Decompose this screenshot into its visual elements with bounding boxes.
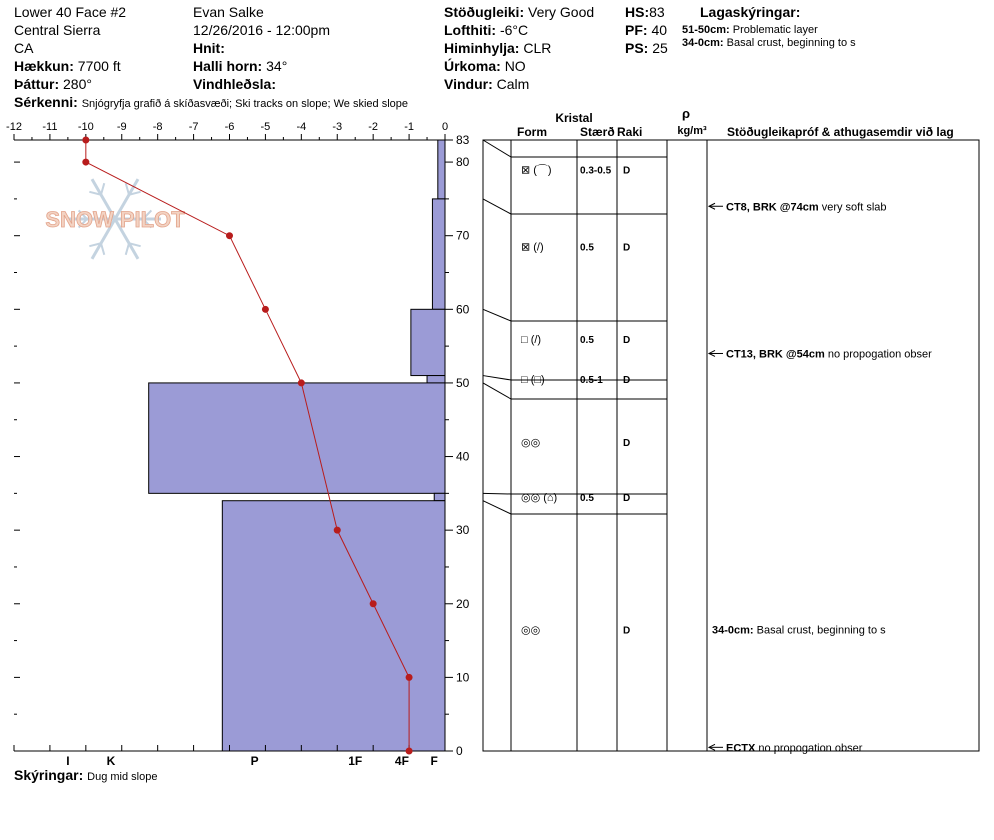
hardness-bar (149, 383, 445, 493)
pf-label: PF: (625, 22, 648, 38)
aspect-value: 280° (63, 76, 92, 92)
hardness-label: K (106, 754, 116, 768)
density-unit: kg/m³ (677, 125, 707, 137)
temp-point (406, 748, 413, 755)
layer-notes-title: Lagaskýringar: (700, 4, 801, 20)
temp-point (82, 137, 89, 144)
layer-connector (483, 309, 511, 321)
height-tick-label: 80 (456, 155, 470, 170)
hardness-label: 1F (348, 754, 363, 768)
slope-value: 34° (266, 58, 288, 74)
height-tick-label: 20 (456, 596, 470, 611)
hs-value: 83 (649, 4, 665, 20)
form-header: Form (517, 125, 547, 139)
height-tick-label: 50 (456, 375, 470, 390)
stability-test (726, 742, 863, 754)
height-top-label: 83 (456, 133, 470, 147)
elevation-label: Hækkun: (14, 58, 74, 74)
snowpilot-watermark (45, 179, 185, 259)
moisture-value: D (623, 437, 631, 449)
crystal-form: □ (/) (521, 333, 542, 346)
temp-tick-label: -9 (116, 121, 127, 133)
stability-test-code: CT8, BRK @74cm (726, 201, 822, 214)
wind-label: Vindur: (444, 76, 493, 92)
stability-test-note: no propogation obser (758, 742, 863, 755)
slope-label: Halli horn: (193, 58, 263, 74)
table-border (483, 140, 979, 751)
temp-point (82, 159, 89, 166)
hardness-label: P (250, 754, 259, 768)
crystal-form: □ (□) (521, 374, 545, 387)
moisture-value: D (623, 165, 631, 177)
hardness-bar (438, 140, 445, 199)
precip-value: NO (504, 58, 526, 74)
sky-label: Himinhylja: (444, 40, 520, 56)
stability-test (726, 348, 932, 360)
temp-tick-label: -11 (42, 121, 58, 133)
region-name: Central Sierra (14, 22, 101, 38)
elevation-value: 7700 ft (77, 58, 121, 74)
temp-tick-label: 0 (441, 121, 449, 133)
hs-label: HS: (625, 4, 650, 20)
temp-point (262, 306, 269, 313)
layer-connector (483, 383, 511, 399)
layer-note-1-range: 51-50cm: (682, 24, 730, 36)
crystal-size: 0.5-1 (580, 375, 603, 387)
stability-test-note: Basal crust, beginning to s (756, 624, 886, 637)
temp-tick-label: -8 (152, 121, 163, 133)
temp-tick-label: -2 (368, 121, 379, 133)
crystal-form: ⊠ (⌒) (521, 164, 552, 177)
air-temp-value: -6°C (499, 22, 529, 38)
crystal-form: ◎◎ (⌂) (521, 492, 558, 505)
layer-connector (483, 493, 511, 494)
layer-table (483, 106, 979, 754)
crystal-size: 0.5 (580, 242, 594, 254)
coordinates-label: Hnit: (193, 40, 225, 56)
density-header: ρ (681, 106, 691, 121)
ps-label: PS: (625, 40, 649, 56)
footer-value: Dug mid slope (87, 771, 158, 783)
temp-tick-label: -4 (296, 121, 307, 133)
snowflake-branch (101, 183, 104, 195)
moisture-value: D (623, 375, 631, 387)
height-tick-label: 10 (456, 670, 470, 685)
moisture-value: D (623, 625, 631, 637)
temp-tick-label: -1 (404, 121, 414, 133)
layer-connector (483, 376, 511, 380)
watermark-text: SNOW PILOT (45, 207, 185, 232)
temp-point (334, 527, 341, 534)
hardness-bar (411, 309, 445, 375)
wind-value: Calm (496, 76, 530, 92)
temp-tick-label: -6 (224, 121, 235, 133)
ps-value: 25 (652, 40, 668, 56)
temp-tick-label: -3 (332, 121, 343, 133)
moisture-header: Raki (617, 125, 643, 139)
stability-test-code: 34-0cm: (712, 624, 757, 637)
crystal-size: 0.5 (580, 334, 594, 346)
stability-test (726, 201, 887, 213)
stability-test-code: ECTX (726, 742, 759, 755)
temp-tick-label: -10 (77, 121, 94, 133)
temp-point (298, 379, 305, 386)
wind-loading-label: Vindhleðsla: (193, 76, 276, 92)
tests-header: Stöðugleikapróf & athugasemdir við lag (727, 125, 954, 139)
stability-test-code: CT13, BRK @54cm (726, 348, 828, 361)
crystal-size: 0.5 (580, 493, 594, 505)
state-name: CA (14, 40, 34, 56)
hardness-label: I (66, 754, 70, 768)
height-tick-label: 0 (456, 744, 463, 758)
size-header: Stærð (580, 125, 615, 139)
hardness-bar (427, 376, 445, 383)
temp-tick-label: -7 (188, 121, 199, 133)
hardness-bar (432, 199, 445, 309)
sky-value: CLR (523, 40, 552, 56)
features-value: Snjógryfja grafið á skíðasvæði; Ski tracks on slope; We skied slope (81, 98, 408, 110)
crystal-size: 0.3-0.5 (580, 165, 612, 177)
crystal-form: ◎◎ (521, 624, 541, 637)
moisture-value: D (623, 334, 631, 346)
temp-point (406, 674, 413, 681)
stability-label: Stöðugleiki: (444, 4, 525, 20)
layer-note-2-text: Basal crust, beginning to s (726, 37, 856, 49)
layer-note-1-text: Problematic layer (732, 24, 818, 36)
crystal-form: ◎◎ (521, 436, 541, 449)
snowflake-branch (101, 243, 104, 255)
hardness-label: 4F (394, 754, 409, 768)
footer-label: Skýringar: (14, 767, 84, 783)
stability-value: Very Good (528, 4, 595, 20)
air-temp-label: Lofthiti: (444, 22, 497, 38)
moisture-value: D (623, 242, 631, 254)
height-tick-label: 30 (456, 523, 470, 538)
layer-connector (483, 501, 511, 514)
hardness-bar (434, 493, 445, 500)
layer-connector (483, 140, 511, 157)
hardness-bar (222, 501, 445, 751)
temp-point (370, 600, 377, 607)
crystal-header: Kristal (555, 111, 593, 125)
temp-point (226, 232, 233, 239)
hardness-label: F (430, 754, 438, 768)
features-label: Sérkenni: (14, 94, 78, 110)
pf-value: 40 (651, 22, 668, 38)
snowflake-branch (126, 183, 129, 195)
stability-test-note: very soft slab (821, 201, 887, 214)
temp-tick-label: -5 (260, 121, 271, 133)
stability-test (712, 625, 886, 637)
height-tick-label: 70 (456, 228, 470, 243)
observation-datetime: 12/26/2016 - 12:00pm (193, 22, 330, 38)
height-tick-label: 40 (456, 449, 470, 464)
temp-tick-label: -12 (6, 121, 22, 133)
layer-note-2-range: 34-0cm: (682, 37, 724, 49)
height-tick-label: 60 (456, 302, 470, 317)
stability-test-note: no propogation obser (827, 348, 932, 361)
precip-label: Úrkoma: (444, 58, 501, 74)
moisture-value: D (623, 493, 631, 505)
location-name: Lower 40 Face #2 (14, 4, 127, 20)
layer-connector (483, 199, 511, 214)
crystal-form: ⊠ (/) (521, 241, 544, 254)
aspect-label: Þáttur: (14, 76, 60, 92)
snowflake-branch (126, 243, 129, 255)
observer-name: Evan Salke (193, 4, 264, 20)
